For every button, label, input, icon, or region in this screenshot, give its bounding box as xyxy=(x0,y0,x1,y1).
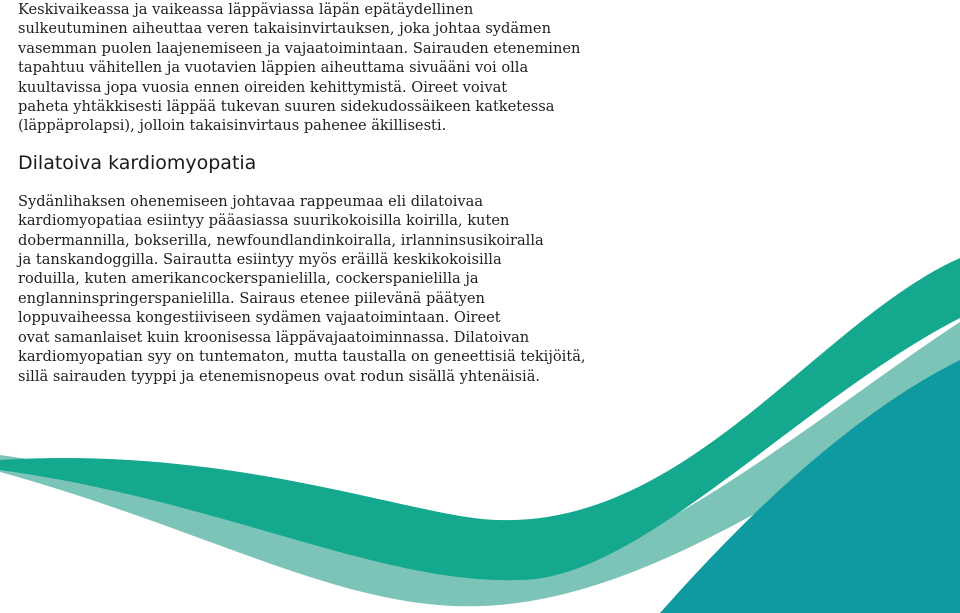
text-line: Sydänlihaksen ohenemiseen johtavaa rappeumaa eli dilatoivaa xyxy=(18,192,484,210)
text-line: kardiomyopatiaa esiintyy pääasiassa suurikokoisilla koirilla, kuten xyxy=(18,212,510,230)
text-line: tapahtuu vähitellen ja vuotavien läppien aiheuttama sivuääni voi olla xyxy=(18,59,529,77)
text-line: roduilla, kuten amerikancockerspanielilla, cockerspanielilla ja xyxy=(18,270,479,288)
document-body xyxy=(18,0,618,386)
text-line: dobermannilla, bokserilla, newfoundlandinkoiralla, irlanninsusikoiralla xyxy=(18,231,544,249)
text-line: sulkeutuminen aiheuttaa veren takaisinvirtauksen, joka johtaa sydämen xyxy=(18,20,551,38)
text-line: (läppäprolapsi), jolloin takaisinvirtaus pahenee äkillisesti. xyxy=(18,117,447,135)
text-line: paheta yhtäkkisesti läppää tukevan suuren sidekudossäikeen katketessa xyxy=(18,98,555,116)
text-line: sillä sairauden tyyppi ja etenemisnopeus ovat rodun sisällä yhtenäisiä. xyxy=(18,367,541,385)
text-line: englanninspringerspanielilla. Sairaus etenee piilevänä päätyen xyxy=(18,289,485,307)
text-line: Keskivaikeassa ja vaikeassa läppäviassa läpän epätäydellinen xyxy=(18,1,474,18)
text-line: ja tanskandoggilla. Sairautta esiintyy myös eräillä keskikokoisilla xyxy=(18,251,502,269)
text-line: loppuvaiheessa kongestiiviseen sydämen vajaatoimintaan. Oireet xyxy=(18,309,501,327)
text-line: ovat samanlaiset kuin kroonisessa läppävajaatoiminnassa. Dilatoivan xyxy=(18,328,530,346)
text-line: kardiomyopatian syy on tuntematon, mutta taustalla on geneettisiä tekijöitä, xyxy=(18,348,586,366)
text-line: kuultavissa jopa vuosia ennen oireiden kehittymistä. Oireet voivat xyxy=(18,78,508,96)
body-paragraph xyxy=(18,192,618,386)
text-line: vasemman puolen laajenemiseen ja vajaatoimintaan. Sairauden eteneminen xyxy=(18,39,581,57)
section-heading: Dilatoiva kardiomyopatia xyxy=(18,151,257,174)
intro-paragraph xyxy=(18,0,618,136)
